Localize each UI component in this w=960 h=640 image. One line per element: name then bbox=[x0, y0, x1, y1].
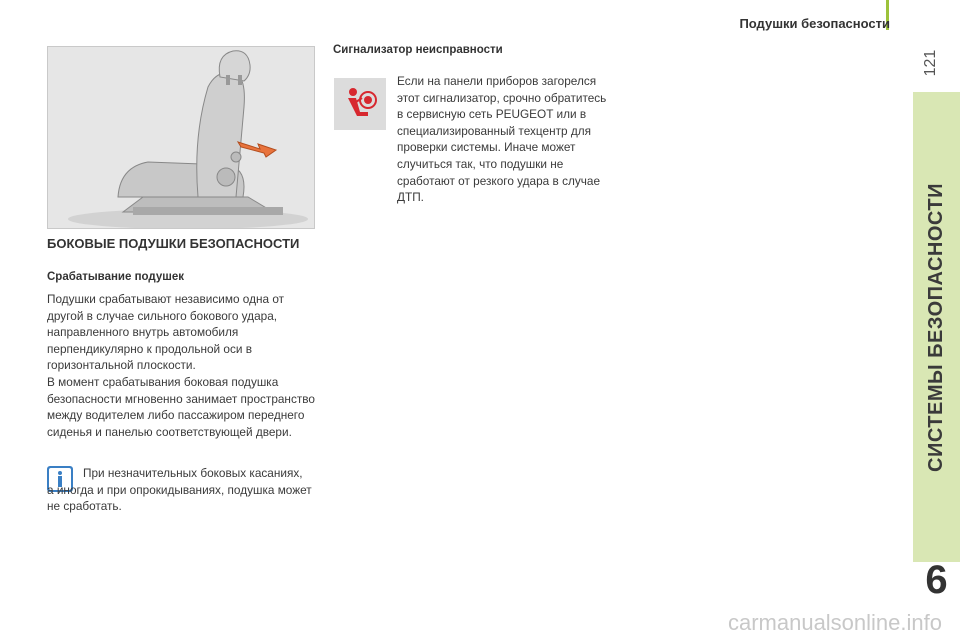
airbag-warning-icon bbox=[334, 78, 386, 130]
warning-heading: Сигнализатор неисправности bbox=[333, 44, 503, 56]
paragraph-2: В момент срабатывания боковая подушка безопасности мгновенно занимает пространство между водителем либо пассажиром переднего сиденья и панелью соответствующей двери. bbox=[47, 374, 315, 439]
watermark: carmanualsonline.info bbox=[727, 610, 942, 635]
seat-side-airbag-illustration bbox=[47, 46, 315, 229]
page-number: 121 bbox=[922, 49, 939, 77]
chapter-number: 6 bbox=[925, 558, 948, 602]
page-header-title: Подушки безопасности bbox=[739, 16, 890, 31]
section-heading: БОКОВЫЕ ПОДУШКИ БЕЗОПАСНОСТИ bbox=[47, 236, 300, 251]
sub-heading: Срабатывание подушек bbox=[47, 271, 184, 283]
chapter-tab-label: СИСТЕМЫ БЕЗОПАСНОСТИ bbox=[925, 182, 947, 472]
body-text bbox=[47, 291, 322, 440]
warning-text: Если на панели приборов загорелся этот сигнализатор, срочно обратитесь в сервисную сеть PEUGEOT или в специализированный техцентр для проверки системы. Иначе может случиться так, что подушки не сработают от резкого удара в случае ДТП. bbox=[397, 74, 607, 205]
paragraph-1: Подушки срабатывают независимо одна от другой в случае сильного бокового удара, направленного внутрь автомобиля перпендикулярно к продольной оси в горизонтальной плоскости. bbox=[47, 292, 285, 373]
info-note bbox=[47, 465, 312, 515]
seat-illustration-svg bbox=[48, 47, 314, 228]
info-note-text: При незначительных боковых касаниях, а иногда и при опрокидываниях, подушка может не сработать. bbox=[47, 466, 312, 514]
